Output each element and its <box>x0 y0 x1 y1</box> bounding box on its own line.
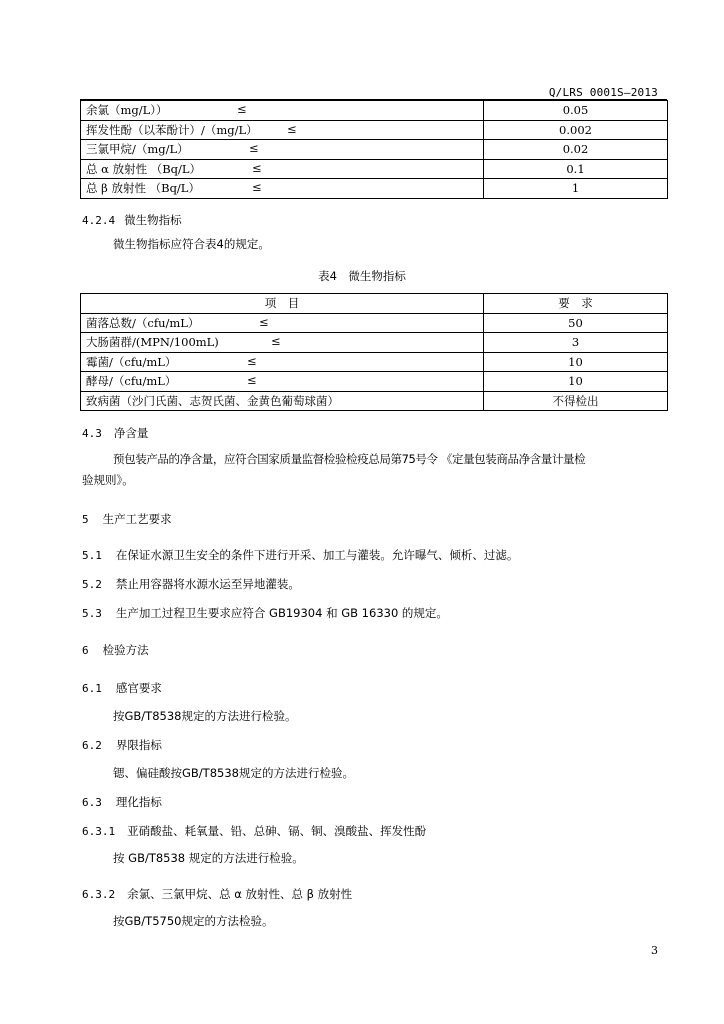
less-equal-symbol: ≤ <box>247 373 257 388</box>
table-cell-value: 10 <box>484 372 668 392</box>
table-cell-item: 酵母/（cfu/mL） <box>86 374 177 389</box>
table-cell-value: 10 <box>484 352 668 372</box>
section-heading-6-3-2: 6.3.2 余氯、三氯甲烷、总 α 放射性、总 β 放射性 <box>82 887 353 901</box>
table-cell-value: 1 <box>484 179 668 199</box>
table-cell-item: 大肠菌群/(MPN/100mL) <box>86 335 219 350</box>
table-cell-value: 0.02 <box>484 140 668 160</box>
table-cell-value: 0.002 <box>484 120 668 140</box>
table-cell-item: 挥发性酚（以苯酚计）/（mg/L） <box>86 122 258 137</box>
section-heading-6: 6 检验方法 <box>82 643 149 657</box>
less-equal-symbol: ≤ <box>237 102 247 117</box>
table-row <box>81 333 668 353</box>
table-row <box>81 313 668 333</box>
section-paragraph: 预包装产品的净含量，应符合国家质量监督检验检疫总局第75号令 《定量包装商品净含量计量检 验规则》。 <box>82 452 586 487</box>
table-cell-value: 0.1 <box>484 159 668 179</box>
table-cell-item: 总 α 放射性 （Bq/L） <box>86 161 202 176</box>
section-heading-4-3: 4.3 净含量 <box>82 426 149 440</box>
table-caption: 表4 微生物指标 <box>318 269 406 283</box>
table-row <box>81 179 668 199</box>
table-cell-item: 三氯甲烷/（mg/L） <box>86 142 189 157</box>
section-paragraph: 按GB/T8538规定的方法进行检验。 <box>113 709 297 723</box>
clause-5-1: 5.1 在保证水源卫生安全的条件下进行开采、加工与灌装。允许曝气、倾析、过滤。 <box>82 548 519 562</box>
less-equal-symbol: ≤ <box>287 121 297 136</box>
table-cell-item: 菌落总数/（cfu/mL） <box>86 315 200 330</box>
clause-5-2: 5.2 禁止用容器将水源水运至异地灌装。 <box>82 577 300 591</box>
table-cell-value: 不得检出 <box>484 391 668 411</box>
less-equal-symbol: ≤ <box>252 180 262 195</box>
column-header-requirement: 要 求 <box>484 294 668 314</box>
table-cell-item: 致病菌（沙门氏菌、志贺氏菌、金黄色葡萄球菌） <box>86 393 339 408</box>
less-equal-symbol: ≤ <box>249 141 259 156</box>
table-cell-value: 50 <box>484 313 668 333</box>
section-heading-4-2-4: 4.2.4 微生物指标 <box>82 213 182 227</box>
less-equal-symbol: ≤ <box>271 334 281 349</box>
section-heading-6-2: 6.2 界限指标 <box>82 738 162 752</box>
table-cell-value: 3 <box>484 333 668 353</box>
document-header-code: Q/LRS 0001S—2013 <box>548 86 658 99</box>
table-row <box>81 352 668 372</box>
table-cell-item: 霉菌/（cfu/mL） <box>86 354 177 369</box>
table-row <box>81 372 668 392</box>
section-heading-6-1: 6.1 感官要求 <box>82 681 162 695</box>
column-header-item: 项 目 <box>81 294 484 314</box>
less-equal-symbol: ≤ <box>247 353 257 368</box>
less-equal-symbol: ≤ <box>252 160 262 175</box>
table-cell-item: 总 β 放射性 （Bq/L） <box>86 181 200 196</box>
section-paragraph: 按GB/T5750规定的方法检验。 <box>113 914 274 928</box>
table-cell-value: 0.05 <box>484 101 668 121</box>
clause-5-3: 5.3 生产加工过程卫生要求应符合 GB19304 和 GB 16330 的规定。 <box>82 606 448 620</box>
less-equal-symbol: ≤ <box>259 314 269 329</box>
page-number: 3 <box>651 944 658 957</box>
section-paragraph: 锶、偏硅酸按GB/T8538规定的方法进行检验。 <box>113 766 354 780</box>
table-row <box>81 101 668 121</box>
table-row <box>81 140 668 160</box>
section-heading-5: 5 生产工艺要求 <box>82 512 172 526</box>
section-heading-6-3-1: 6.3.1 亚硝酸盐、耗氧量、铅、总砷、镉、铜、溴酸盐、挥发性酚 <box>82 824 427 838</box>
table-cell-item: 余氯（mg/L）） <box>86 103 168 118</box>
table-row <box>81 159 668 179</box>
table-header-row <box>81 294 668 314</box>
indicator-table-continued <box>80 100 668 199</box>
section-heading-6-3: 6.3 理化指标 <box>82 795 162 809</box>
microbial-indicator-table <box>80 293 668 411</box>
table-row <box>81 391 668 411</box>
section-paragraph: 按 GB/T8538 规定的方法进行检验。 <box>113 851 304 865</box>
section-paragraph: 微生物指标应符合表4的规定。 <box>113 237 270 251</box>
table-row <box>81 120 668 140</box>
